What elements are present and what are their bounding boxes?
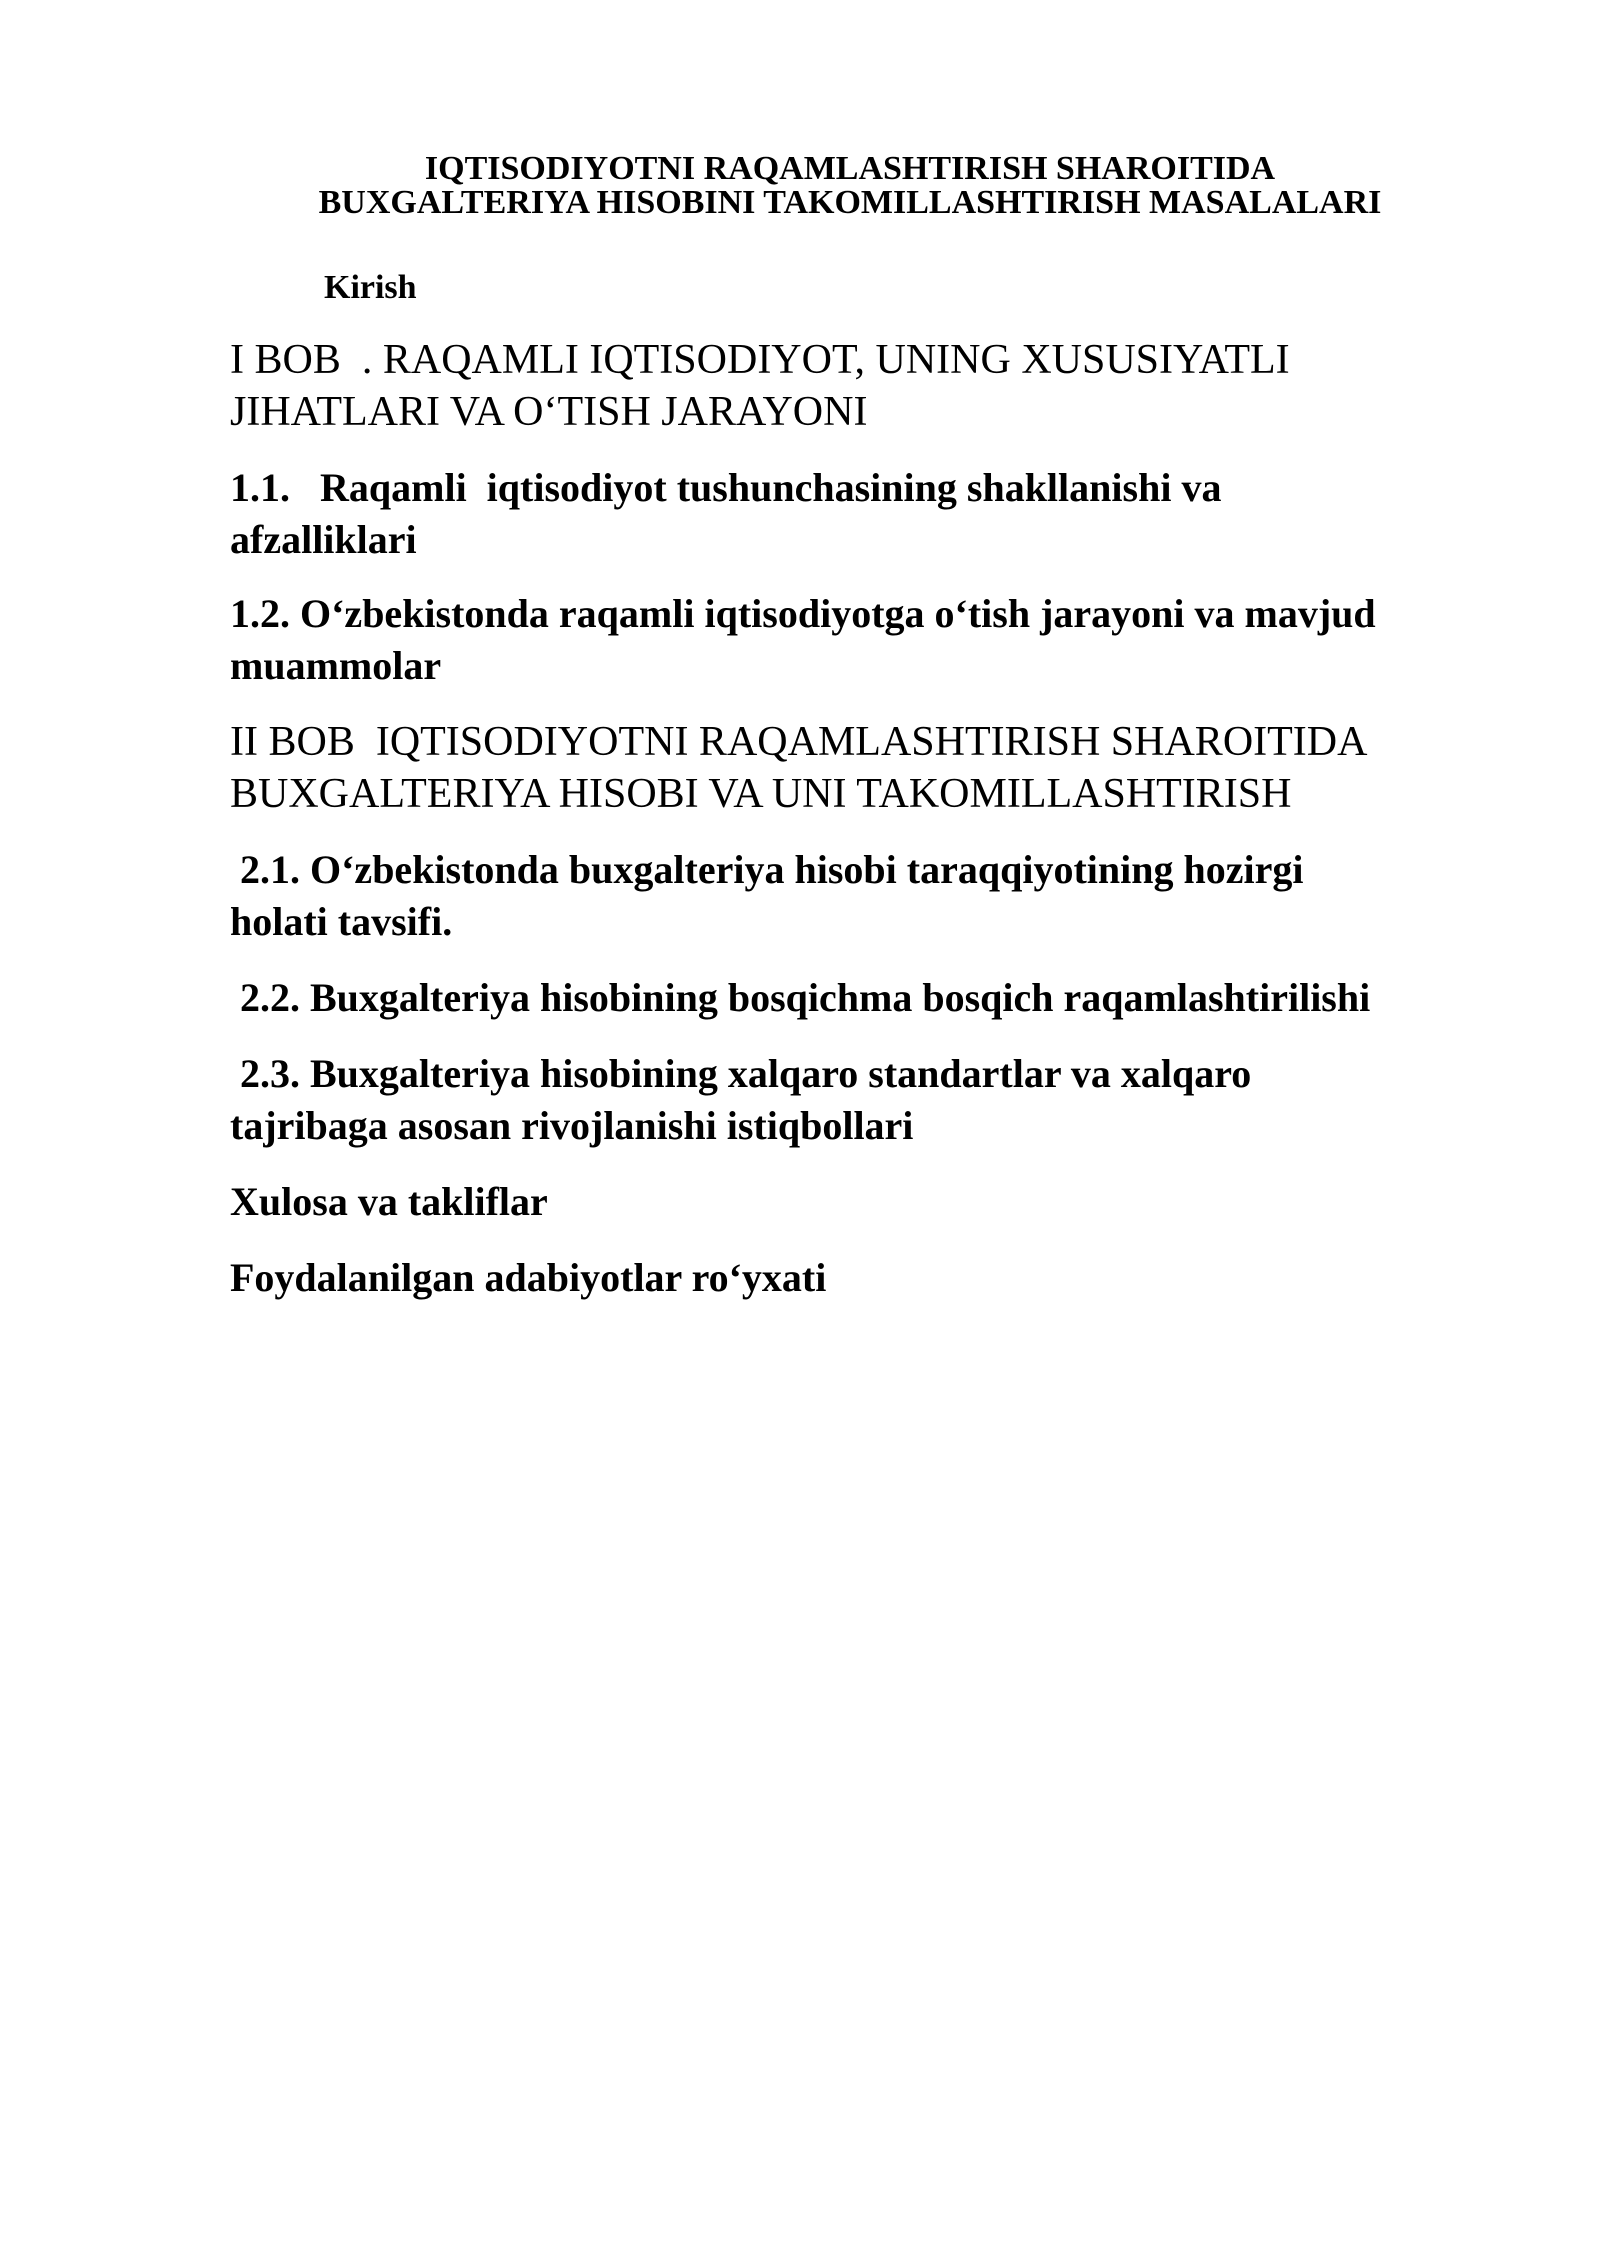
toc-section-2-1-line-2: holati tavsifi. [230,899,453,944]
toc-section-1-2 [230,588,1490,692]
toc-chapter-2-line-2: BUXGALTERIYA HISOBI VA UNI TAKOMILLASHTIRISH [230,771,1292,817]
toc-section-1-1-line-1: 1.1. Raqamli iqtisodiyot tushunchasining shakllanishi va [230,465,1222,510]
toc-section-1-2-line-1: 1.2. O‘zbekistonda raqamli iqtisodiyotga o‘tish jarayoni va mavjud [230,591,1376,636]
document-title-line-1: IQTISODIYOTNI RAQAMLASHTIRISH SHAROITIDA [424,150,1276,187]
document-title [230,152,1470,220]
toc-section-2-3-line-2: tajribaga asosan rivojlanishi istiqbollari [230,1103,914,1148]
toc-chapter-1 [230,334,1490,438]
toc-chapter-2 [230,716,1490,820]
toc-references: Foydalanilgan adabiyotlar ro‘yxati [230,1255,827,1300]
document-title-line-2: BUXGALTERIYA HISOBINI TAKOMILLASHTIRISH MASALALARI [318,184,1382,221]
toc-chapter-1-line-2: JIHATLARI VA O‘TISH JARAYONI [230,389,868,435]
toc-section-1-1-line-2: afzalliklari [230,517,417,562]
toc-conclusion: Xulosa va takliflar [230,1179,548,1224]
toc-section-1-1 [230,462,1490,566]
toc-section-2-2 [230,972,1490,1024]
toc-introduction: Kirish [324,269,417,306]
toc-section-2-2-line-1: 2.2. Buxgalteriya hisobining bosqichma bosqich raqamlashtirilishi [230,975,1371,1020]
toc-section-2-1-line-1: 2.1. O‘zbekistonda buxgalteriya hisobi taraqqiyotining hozirgi [230,847,1304,892]
toc-chapter-2-line-1: II BOB IQTISODIYOTNI RAQAMLASHTIRISH SHAROITIDA [230,719,1368,765]
toc-section-2-3-line-1: 2.3. Buxgalteriya hisobining xalqaro standartlar va xalqaro [230,1051,1252,1096]
toc-section-2-1 [230,844,1490,948]
toc-section-2-3 [230,1048,1490,1152]
toc-section-1-2-line-2: muammolar [230,643,442,688]
toc-chapter-1-line-1: I BOB . RAQAMLI IQTISODIYOT, UNING XUSUSIYATLI [230,337,1290,383]
